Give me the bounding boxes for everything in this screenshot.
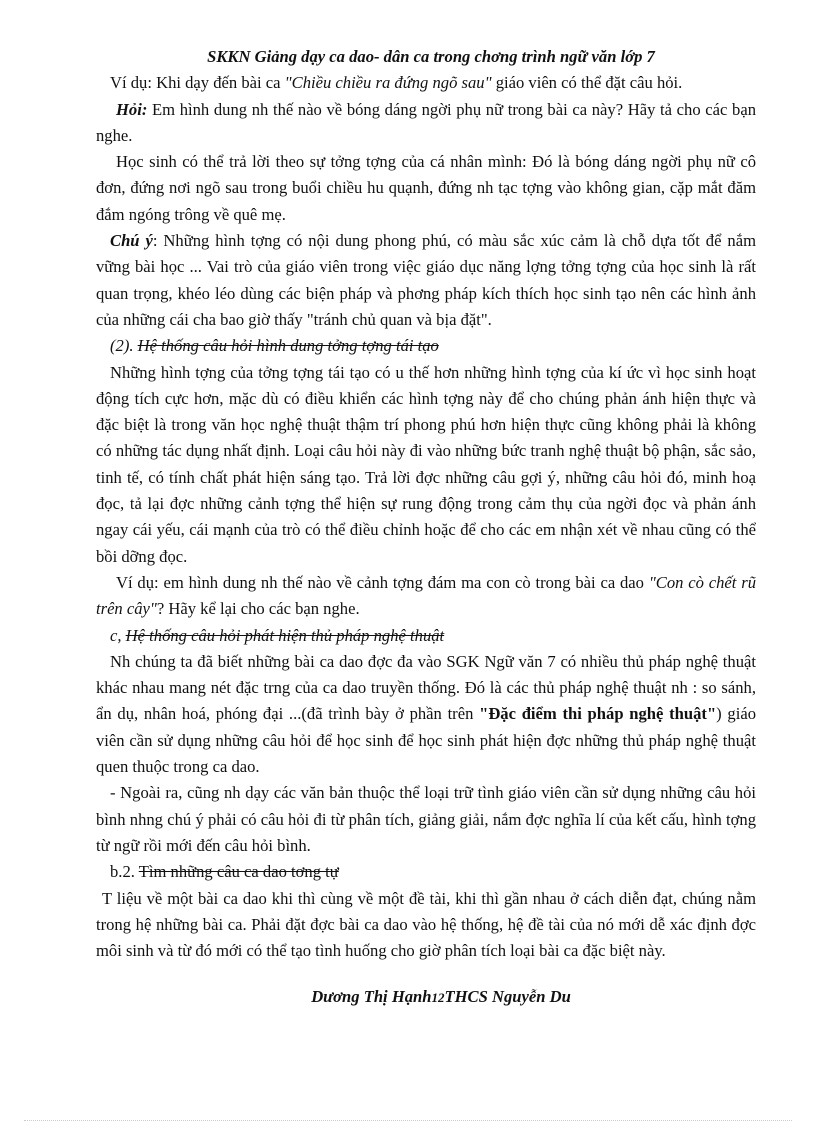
document-page	[96, 44, 756, 1012]
text: ? Hãy kể lại cho các bạn nghe.	[156, 599, 360, 619]
section-heading-b2	[96, 859, 756, 885]
section-heading-2	[96, 333, 756, 359]
heading-number: (2).	[110, 336, 138, 356]
paragraph-answer: Học sinh có thể trả lời theo sự tởng tợng của cá nhân mình: Đó là bóng dáng ngời phụ nữ cô đơn, đứng nơi ngõ sau trong buổi chiều hu quạnh, đứng nh tạc tợng vào không gian, cặp mắt đăm đắm ngóng trông về quê mẹ.	[96, 152, 756, 224]
heading-text: Hệ thống câu hỏi phát hiện thủ pháp nghệ thuật	[125, 625, 445, 645]
text: : Những hình tợng có nội dung phong phú, có màu sắc xúc cảm là chỗ dựa tốt để nắm vững bài học ... Vai trò của giáo viên trong việc giáo dục năng lợng tởng tợng của học sinh là rất quan trọng, khéo léo dùng các biện pháp và phơng pháp kích thích học sinh tạo nên các hình ảnh của những cái cha bao giờ thấy "tránh chủ quan và bịa đặt".	[96, 231, 756, 329]
footer-page-number: 12	[431, 990, 445, 1006]
text: giáo viên có thể đặt câu hỏi.	[491, 73, 683, 93]
paragraph-question	[96, 97, 756, 150]
text: ) giáo viên cần sử dụng những câu hỏi để học sinh để học sinh phát hiện đợc những thủ pháp nghệ thuật quen thuộc trong ca dao.	[96, 704, 756, 777]
song-title: "Chiều chiều ra đứng ngõ sau"	[284, 73, 492, 93]
section-heading-c	[96, 623, 756, 649]
footer-school: THCS Nguyễn Du	[444, 987, 571, 1007]
paragraph-example-2	[96, 570, 756, 623]
paragraph-example-1	[96, 70, 756, 96]
heading-text: Tìm những câu ca dao tơng tự	[138, 862, 339, 882]
page-bottom-rule	[24, 1120, 792, 1121]
heading-text: Hệ thống câu hỏi hình dung tởng tợng tái tạo	[137, 336, 439, 356]
text: Em hình dung nh thế nào về bóng dáng ngời phụ nữ trong bài ca này? Hãy tả cho các bạn nghe.	[96, 99, 756, 145]
question-label: Hỏi:	[116, 99, 148, 119]
paragraph-reconstructive: Những hình tợng của tởng tợng tái tạo có u thế hơn những hình tợng của kí ức vì học sinh hoạt động tích cực hơn, mặc dù có điều khiển các hình tợng này để cho chúng phản ánh hiện thực và đặc biệt là trong văn học nghệ thuật thậm trí phong phú hơn hiện thực cũng không phải là không có những tác dụng nhất định. Loại câu hỏi này đi vào những bức tranh nghệ thuật bộ phận, sắc sảo, tinh tế, có tính chất phát hiện sáng tạo. Trả lời đợc những câu gợi ý, những câu hỏi đó, minh hoạ đọc, tả lại đợc những cảnh tợng thể hiện sự rung động trong cảm thụ của ngời đọc và phản ánh ngay cái yếu, cái mạnh của trò có thể điều chỉnh hoặc để cho các em nhận xét về nhau cũng có thể bồi dỡng đọc.	[96, 362, 756, 566]
page-footer	[126, 984, 756, 1011]
bold-reference: "Đặc điểm thi pháp nghệ thuật"	[479, 704, 717, 724]
footer-author: Dương Thị Hạnh	[311, 987, 432, 1007]
paragraph-similar-songs: T liệu về một bài ca dao khi thì cùng về một đề tài, khi thì gần nhau ở cách diễn đạt, chúng nằm trong hệ những bài ca. Phải đặt đợc bài ca dao vào hệ thống, hệ đề tài của nó mới dễ xác định đợc môi sinh và từ đó mới có thể tạo tình huống cho giờ phân tích loại bài ca đặc biệt này.	[96, 888, 756, 961]
paragraph-note	[96, 228, 756, 333]
text: Ví dụ: em hình dung nh thế nào về cảnh tợng đám ma con cò trong bài ca dao	[116, 572, 649, 592]
page-header: SKKN Giảng dạy ca dao- dân ca trong chơng trình ngữ văn lớp 7	[207, 47, 655, 66]
paragraph-techniques	[96, 649, 756, 780]
heading-number: b.2.	[110, 862, 139, 882]
text: Ví dụ: Khi dạy đến bài ca	[110, 73, 285, 93]
note-label: Chú ý	[110, 231, 153, 251]
song-title: "Con cò chết rũ trên cây"	[96, 572, 756, 619]
heading-number: c,	[110, 625, 126, 645]
text: Nh chúng ta đã biết những bài ca dao đợc đa vào SGK Ngữ văn 7 có nhiều thủ pháp nghệ thuật khác nhau mang nét đặc trng của ca dao truyền thống. Đó là các thủ pháp nghệ thuật nh : so sánh, ẩn dụ, nhân hoá, phóng đại ...(đã trình bày ở phần trên	[96, 651, 756, 724]
paragraph-lyric-texts: - Ngoài ra, cũng nh dạy các văn bản thuộc thể loại trữ tình giáo viên cần sử dụng những câu hỏi bình nhng chú ý phải có câu hỏi đi từ phân tích, giảng giải, nắm đợc nghĩa lí của kết cấu, hình tợng từ ngữ rồi mới đến câu hỏi bình.	[96, 783, 756, 855]
